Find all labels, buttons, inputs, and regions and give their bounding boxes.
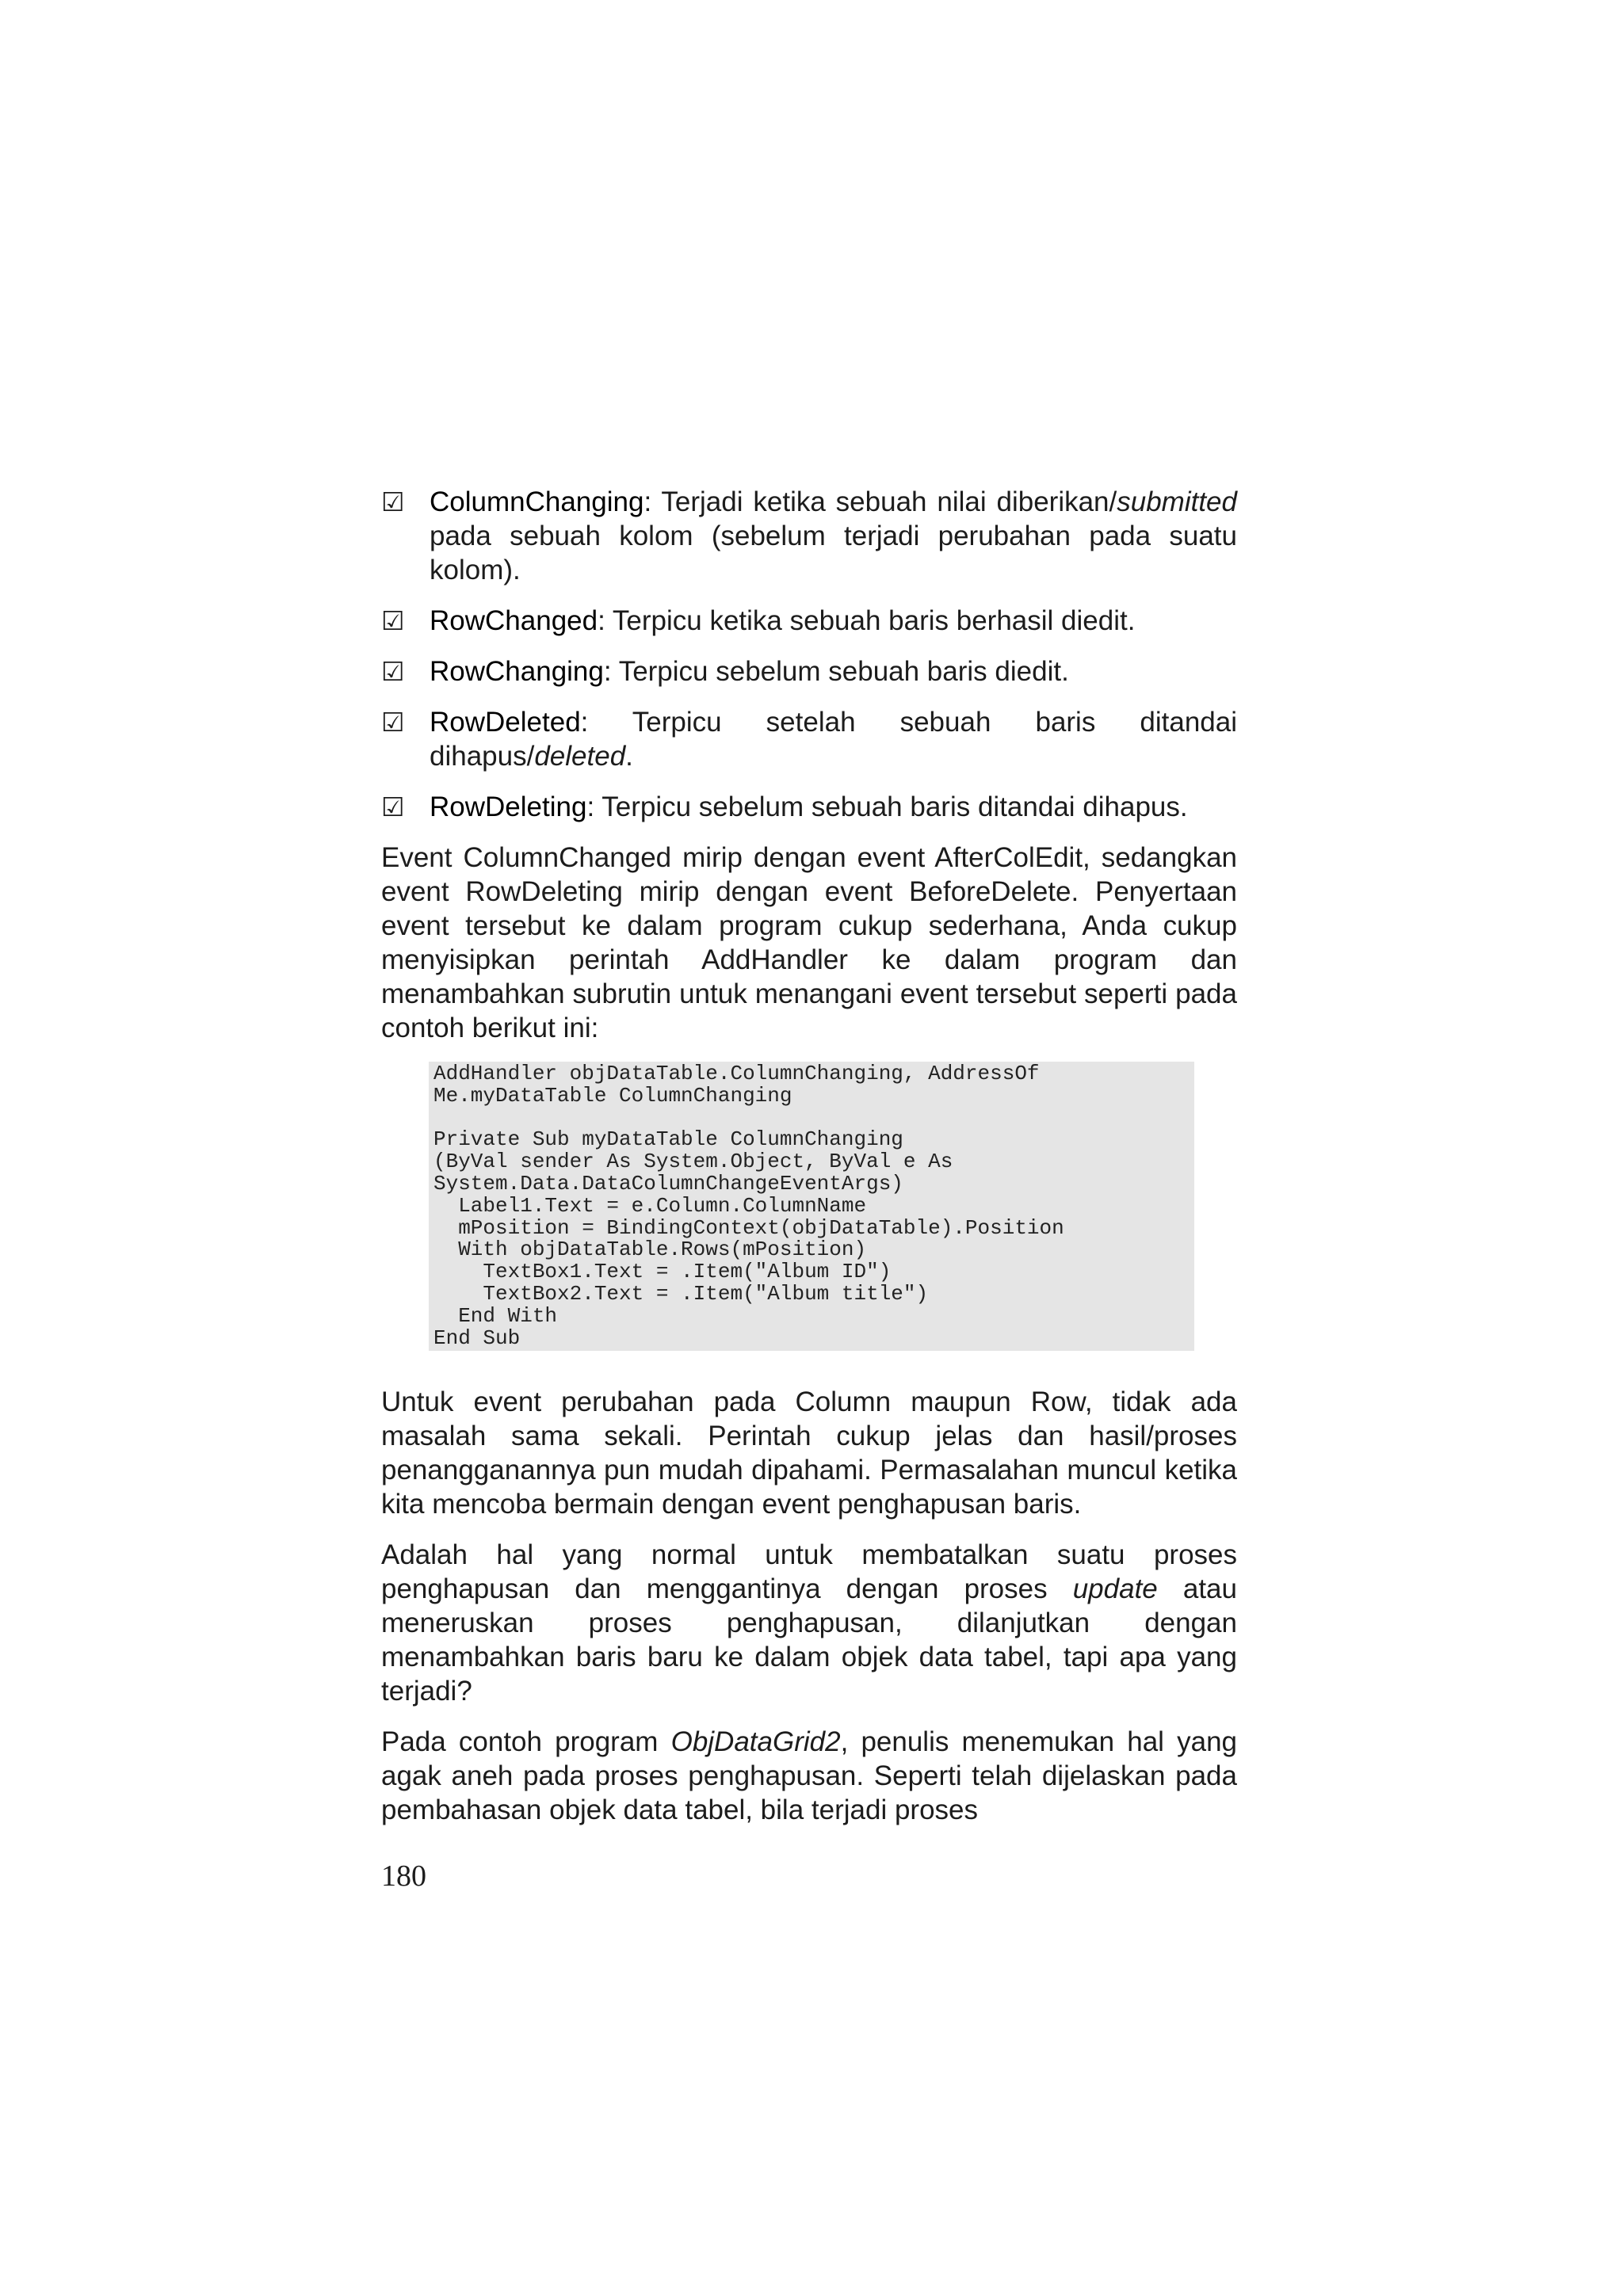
event-term: RowChanging xyxy=(430,656,604,687)
paragraph-event-intro: Event ColumnChanged mirip dengan event AfterColEdit, sedangkan event RowDeleting mirip dengan event BeforeDelete. Penyertaan event tersebut ke dalam program cukup sederhana, Anda cukup menyisipkan perintah AddHandler ke dalam program dan menambahkan subrutin untuk menangani event tersebut seperti pada contoh berikut ini: xyxy=(381,842,1237,1043)
bullet-desc-end: . xyxy=(625,741,633,772)
program-name: ObjDataGrid2 xyxy=(670,1726,841,1758)
checkbox-icon: ☑ xyxy=(381,707,405,738)
paragraph-text: Adalah hal yang normal untuk membatalkan suatu proses penghapusan dan menggantinya dengan proses xyxy=(381,1539,1237,1605)
list-item xyxy=(381,654,1237,688)
code-line: TextBox1.Text = .Item("Album ID") xyxy=(433,1260,892,1284)
list-item xyxy=(381,604,1237,638)
list-item xyxy=(381,790,1237,824)
page-content xyxy=(381,485,1237,1844)
list-item xyxy=(381,705,1237,773)
bullet-emphasis: submitted xyxy=(1117,486,1237,517)
checkbox-icon: ☑ xyxy=(381,605,405,636)
code-line xyxy=(433,1108,1190,1130)
bullet-text xyxy=(430,705,1237,773)
checkbox-icon: ☑ xyxy=(381,656,405,687)
event-term: ColumnChanging xyxy=(430,486,644,517)
code-line: End With xyxy=(433,1303,558,1328)
bullet-desc: : Terpicu sebelum sebuah baris ditandai dihapus. xyxy=(586,791,1188,822)
paragraph-objdatagrid xyxy=(381,1725,1237,1827)
code-line: Private Sub myDataTable ColumnChanging xyxy=(433,1127,903,1152)
event-term: RowChanged xyxy=(430,605,598,636)
checkbox-icon: ☑ xyxy=(381,791,405,822)
bullet-text xyxy=(430,654,1237,688)
bullet-desc: : Terpicu ketika sebuah baris berhasil diedit. xyxy=(598,605,1136,636)
bullet-text xyxy=(430,604,1237,638)
code-line: Label1.Text = e.Column.ColumnName xyxy=(433,1193,867,1218)
paragraph-column-row: Untuk event perubahan pada Column maupun Row, tidak ada masalah sama sekali. Perintah cukup jelas dan hasil/proses penangganannya pun mudah dipahami. Permasalahan muncul ketika kita mencoba bermain dengan event penghapusan baris. xyxy=(381,1386,1237,1520)
bullet-text xyxy=(430,485,1237,587)
list-item xyxy=(381,485,1237,587)
event-term: RowDeleting xyxy=(430,791,587,822)
code-line: System.Data.DataColumnChangeEventArgs) xyxy=(433,1171,903,1196)
paragraph-text: atau meneruskan proses penghapusan, dilanjutkan dengan menambahkan baris baru ke dalam objek data tabel, tapi apa yang terjadi? xyxy=(381,1573,1237,1707)
code-line: (ByVal sender As System.Object, ByVal e As xyxy=(433,1150,953,1174)
paragraph-delete-process xyxy=(381,1538,1237,1708)
bullet-emphasis: deleted xyxy=(534,741,626,772)
paragraph-text: , penulis menemukan hal yang agak aneh pada proses penghapusan. Seperti telah dijelaskan pada pembahasan objek data tabel, bila terjadi proses xyxy=(381,1726,1237,1826)
paragraph-emphasis: update xyxy=(1072,1573,1158,1605)
bullet-desc: : Terpicu sebelum sebuah baris diedit. xyxy=(603,656,1069,687)
code-block xyxy=(429,1062,1194,1351)
code-line: End Sub xyxy=(433,1325,521,1350)
checkbox-icon: ☑ xyxy=(381,486,405,517)
bullet-desc: : Terpicu setelah sebuah baris ditandai dihapus/ xyxy=(430,707,1237,772)
bullet-desc-end: pada sebuah kolom (sebelum terjadi perubahan pada suatu kolom). xyxy=(430,521,1237,585)
bullet-text xyxy=(430,790,1237,824)
event-term: RowDeleted xyxy=(430,707,581,738)
event-bullet-list xyxy=(381,485,1237,824)
code-line: Me.myDataTable ColumnChanging xyxy=(433,1083,792,1108)
code-line: mPosition = BindingContext(objDataTable).Position xyxy=(433,1215,1064,1240)
page-number: 180 xyxy=(381,1859,426,1893)
code-line: AddHandler objDataTable.ColumnChanging, AddressOf xyxy=(433,1062,1040,1085)
bullet-desc: : Terjadi ketika sebuah nilai diberikan/ xyxy=(643,486,1117,517)
paragraph-text: Pada contoh program xyxy=(381,1726,671,1758)
code-line: With objDataTable.Rows(mPosition) xyxy=(433,1238,867,1262)
code-line: TextBox2.Text = .Item("Album title") xyxy=(433,1281,929,1306)
